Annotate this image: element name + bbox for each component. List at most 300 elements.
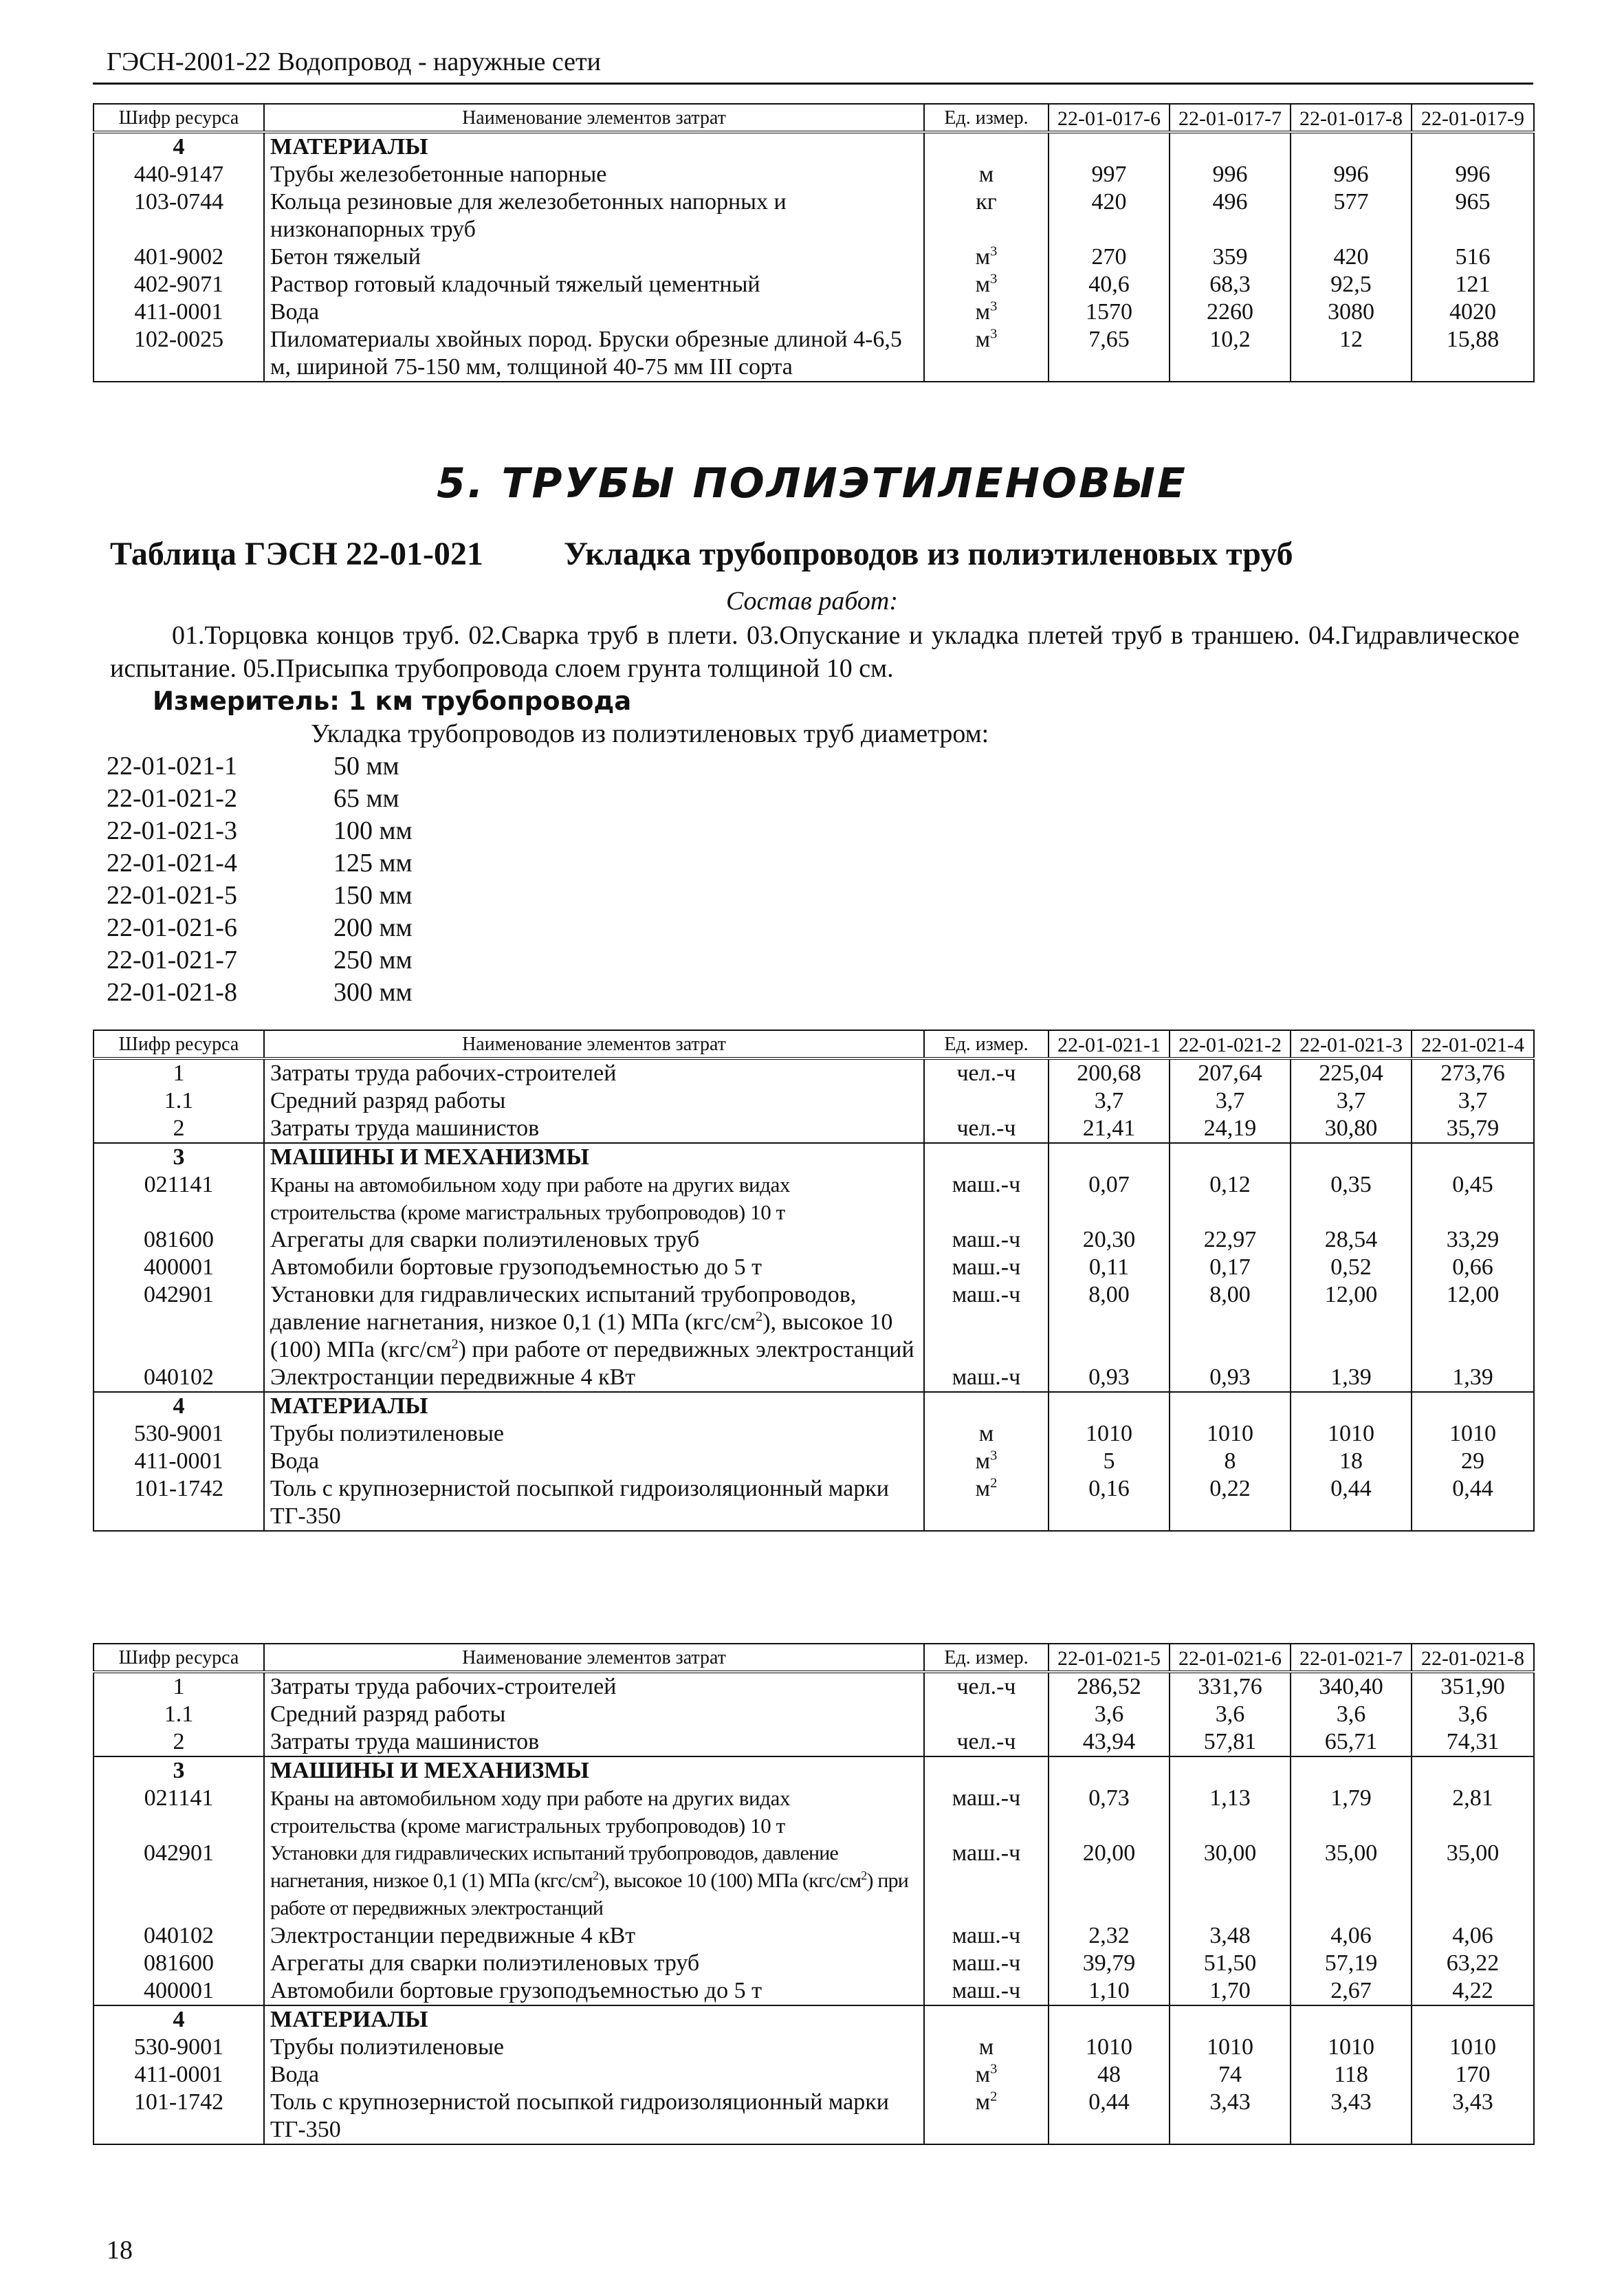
unit-of-measure: маш.-ч xyxy=(924,1171,1049,1226)
norm-value: 2260 xyxy=(1170,298,1291,326)
norm-value: 22,97 xyxy=(1170,1226,1291,1254)
norm-value: 0,93 xyxy=(1170,1364,1291,1392)
cost-element-name: Вода xyxy=(264,298,924,326)
resource-table-021-1-4 xyxy=(93,1030,1535,1532)
table-row xyxy=(94,1171,1534,1226)
resource-code: 4 xyxy=(94,132,264,161)
resource-code: 042901 xyxy=(94,1840,264,1922)
norm-value: 35,00 xyxy=(1412,1840,1534,1922)
table-row xyxy=(94,1448,1534,1475)
norm-value xyxy=(1170,132,1291,161)
norm-value: 43,94 xyxy=(1049,1728,1170,1756)
column-header-name: Наименование элементов затрат xyxy=(264,1644,924,1672)
norm-value: 28,54 xyxy=(1291,1226,1412,1254)
resource-code: 102-0025 xyxy=(94,326,264,382)
unit-of-measure: чел.-ч xyxy=(924,1115,1049,1143)
norm-value: 3,6 xyxy=(1049,1701,1170,1728)
norm-value: 420 xyxy=(1291,243,1412,271)
resource-code: 4 xyxy=(94,1392,264,1420)
norm-value: 1010 xyxy=(1049,1420,1170,1448)
norm-value: 10,2 xyxy=(1170,326,1291,382)
norm-value: 48 xyxy=(1049,2061,1170,2089)
norm-value: 4,06 xyxy=(1412,1922,1534,1950)
cost-element-name: Установки для гидравлических испытаний трубопроводов, давление нагнетания, низкое 0,1 (1) МПа $(кгс/см^2)$, высокое 10 (100) МПа $(кгс/см^2)$ при работе от передвижных электростанций xyxy=(264,1281,924,1364)
unit-of-measure: м xyxy=(924,2034,1049,2061)
norm-value: 12,00 xyxy=(1412,1281,1534,1364)
table-row xyxy=(94,271,1534,298)
diameter-code: 22-01-021-3 xyxy=(107,816,237,845)
resource-code: 400001 xyxy=(94,1977,264,2005)
cost-element-name: Средний разряд работы xyxy=(264,1701,924,1728)
norm-value: 3080 xyxy=(1291,298,1412,326)
norm-value: 12 xyxy=(1291,326,1412,382)
norm-value: 40,6 xyxy=(1049,271,1170,298)
table-row xyxy=(94,132,1534,161)
norm-value: 4,06 xyxy=(1291,1922,1412,1950)
norm-value: 0,12 xyxy=(1170,1171,1291,1226)
norm-value: 0,44 xyxy=(1412,1475,1534,1531)
table-row xyxy=(94,1672,1534,1701)
unit-of-measure: $м^3$ xyxy=(924,326,1049,382)
norm-value xyxy=(1291,1756,1412,1785)
section-title: 5. ТРУБЫ ПОЛИЭТИЛЕНОВЫЕ xyxy=(437,459,1187,508)
norm-value: 0,52 xyxy=(1291,1254,1412,1281)
column-header-norm-code: 22-01-017-9 xyxy=(1412,104,1534,132)
norm-value: 2,81 xyxy=(1412,1785,1534,1840)
cost-element-name: Пиломатериалы хвойных пород. Бруски обрезные длиной 4-6,5 м, шириной 75-150 мм, толщиной 40-75 мм III сорта xyxy=(264,326,924,382)
norm-value: 121 xyxy=(1412,271,1534,298)
unit-of-measure: $м^3$ xyxy=(924,243,1049,271)
norm-value: 29 xyxy=(1412,1448,1534,1475)
unit-of-measure xyxy=(924,1143,1049,1171)
cost-element-name: Вода xyxy=(264,1448,924,1475)
resource-code: 3 xyxy=(94,1756,264,1785)
cost-element-name: Бетон тяжелый xyxy=(264,243,924,271)
column-header-code: Шифр ресурса xyxy=(94,1644,264,1672)
diameter-code: 22-01-021-8 xyxy=(107,978,237,1007)
norm-value: 286,52 xyxy=(1049,1672,1170,1701)
norm-value: 3,43 xyxy=(1412,2089,1534,2144)
resource-code: 402-9071 xyxy=(94,271,264,298)
norm-value: 0,44 xyxy=(1291,1475,1412,1531)
diameter-code: 22-01-021-6 xyxy=(107,913,237,942)
table-row xyxy=(94,243,1534,271)
norm-value xyxy=(1049,1143,1170,1171)
resource-code: 411-0001 xyxy=(94,298,264,326)
norm-value: 3,48 xyxy=(1170,1922,1291,1950)
cost-element-name: Кольца резиновые для железобетонных напорных и низконапорных труб xyxy=(264,188,924,243)
cost-element-name: МАШИНЫ И МЕХАНИЗМЫ xyxy=(264,1143,924,1171)
unit-of-measure xyxy=(924,2005,1049,2034)
resource-code: 042901 xyxy=(94,1281,264,1364)
norm-value: 8,00 xyxy=(1049,1281,1170,1364)
norm-value: 965 xyxy=(1412,188,1534,243)
norm-value xyxy=(1291,1392,1412,1420)
norm-value: 359 xyxy=(1170,243,1291,271)
table-header-row xyxy=(94,1644,1534,1672)
norm-value: 8 xyxy=(1170,1448,1291,1475)
table-row xyxy=(94,1058,1534,1087)
column-header-norm-code: 22-01-021-3 xyxy=(1291,1030,1412,1058)
work-composition-text: 01.Торцовка концов труб. 02.Сварка труб в плети. 03.Опускание и укладка плетей труб в траншею. 04.Гидравлическое испытание. 05.Присыпка трубопровода слоем грунта толщиной 10 см. xyxy=(110,621,1519,683)
resource-code: 2 xyxy=(94,1728,264,1756)
unit-of-measure: $м^3$ xyxy=(924,271,1049,298)
cost-element-name: Толь с крупнозернистой посыпкой гидроизоляционный марки ТГ-350 xyxy=(264,1475,924,1531)
resource-code: 530-9001 xyxy=(94,2034,264,2061)
column-header-norm-code: 22-01-021-2 xyxy=(1170,1030,1291,1058)
norm-value: 420 xyxy=(1049,188,1170,243)
diameter-size: 50 мм xyxy=(333,752,399,781)
unit-of-measure: $м^2$ xyxy=(924,1475,1049,1531)
norm-value xyxy=(1412,132,1534,161)
norm-value: 51,50 xyxy=(1170,1950,1291,1977)
norm-value: 0,45 xyxy=(1412,1171,1534,1226)
column-header-norm-code: 22-01-017-7 xyxy=(1170,104,1291,132)
norm-value: 3,6 xyxy=(1170,1701,1291,1728)
norm-value: 74 xyxy=(1170,2061,1291,2089)
cost-element-name: МАШИНЫ И МЕХАНИЗМЫ xyxy=(264,1756,924,1785)
norm-value: 496 xyxy=(1170,188,1291,243)
diameter-code: 22-01-021-5 xyxy=(107,881,237,910)
unit-of-measure: маш.-ч xyxy=(924,1226,1049,1254)
norm-value: 2,32 xyxy=(1049,1922,1170,1950)
norm-value xyxy=(1170,1143,1291,1171)
norm-value: 57,81 xyxy=(1170,1728,1291,1756)
table-row xyxy=(94,1475,1534,1531)
cost-element-name: Автомобили бортовые грузоподъемностью до 5 т xyxy=(264,1254,924,1281)
cost-element-name: Толь с крупнозернистой посыпкой гидроизоляционный марки ТГ-350 xyxy=(264,2089,924,2144)
norm-value: 996 xyxy=(1291,161,1412,188)
norm-value xyxy=(1170,1756,1291,1785)
norm-value: 30,80 xyxy=(1291,1115,1412,1143)
norm-value xyxy=(1412,1143,1534,1171)
norm-value: 207,64 xyxy=(1170,1058,1291,1087)
table-row xyxy=(94,1087,1534,1115)
norm-value: 1010 xyxy=(1412,1420,1534,1448)
cost-element-name: Автомобили бортовые грузоподъемностью до 5 т xyxy=(264,1977,924,2005)
column-header-unit: Ед. измер. xyxy=(924,1644,1049,1672)
norm-value: 200,68 xyxy=(1049,1058,1170,1087)
table-row xyxy=(94,1115,1534,1143)
cost-element-name: Установки для гидравлических испытаний трубопроводов, давление нагнетания, низкое 0,1 (1) МПа $(кгс/см^2)$, высокое 10 (100) МПа $(кгс/см^2)$ при работе от передвижных электростанций xyxy=(264,1840,924,1922)
resource-code: 411-0001 xyxy=(94,2061,264,2089)
resource-code: 440-9147 xyxy=(94,161,264,188)
resource-code: 040102 xyxy=(94,1364,264,1392)
unit-of-measure: м xyxy=(924,161,1049,188)
table-row xyxy=(94,1392,1534,1420)
table-row xyxy=(94,326,1534,382)
norm-value: 1010 xyxy=(1170,1420,1291,1448)
column-header-norm-code: 22-01-017-6 xyxy=(1049,104,1170,132)
table-row xyxy=(94,1226,1534,1254)
column-header-norm-code: 22-01-021-5 xyxy=(1049,1644,1170,1672)
table-row xyxy=(94,1143,1534,1171)
norm-value: 3,43 xyxy=(1170,2089,1291,2144)
norm-value: 74,31 xyxy=(1412,1728,1534,1756)
resource-code: 401-9002 xyxy=(94,243,264,271)
cost-element-name: МАТЕРИАЛЫ xyxy=(264,2005,924,2034)
norm-value: 4020 xyxy=(1412,298,1534,326)
norm-value xyxy=(1170,1392,1291,1420)
norm-value: 2,67 xyxy=(1291,1977,1412,2005)
cost-element-name: Средний разряд работы xyxy=(264,1087,924,1115)
diameter-intro: Укладка трубопроводов из полиэтиленовых труб диаметром: xyxy=(311,719,989,748)
table-row xyxy=(94,1977,1534,2005)
unit-of-measure: кг xyxy=(924,188,1049,243)
norm-value: 12,00 xyxy=(1291,1281,1412,1364)
norm-value: 0,17 xyxy=(1170,1254,1291,1281)
table-row xyxy=(94,1756,1534,1785)
norm-value: 65,71 xyxy=(1291,1728,1412,1756)
column-header-norm-code: 22-01-021-8 xyxy=(1412,1644,1534,1672)
norm-value: 68,3 xyxy=(1170,271,1291,298)
cost-element-name: МАТЕРИАЛЫ xyxy=(264,132,924,161)
resource-table-017 xyxy=(93,103,1535,382)
norm-value: 24,19 xyxy=(1170,1115,1291,1143)
unit-of-measure: $м^2$ xyxy=(924,2089,1049,2144)
diameter-size: 200 мм xyxy=(333,913,413,942)
resource-table-021-5-8 xyxy=(93,1643,1535,2145)
resource-code: 1.1 xyxy=(94,1701,264,1728)
norm-value xyxy=(1291,1143,1412,1171)
norm-value: 0,93 xyxy=(1049,1364,1170,1392)
norm-value: 20,30 xyxy=(1049,1226,1170,1254)
resource-code: 101-1742 xyxy=(94,2089,264,2144)
page-number: 18 xyxy=(107,2236,133,2265)
table-row xyxy=(94,1281,1534,1364)
diameter-size: 250 мм xyxy=(333,946,413,975)
unit-of-measure xyxy=(924,1087,1049,1115)
table-row xyxy=(94,2005,1534,2034)
measurement-unit: Измеритель: 1 км трубопровода xyxy=(153,686,632,716)
unit-of-measure: чел.-ч xyxy=(924,1058,1049,1087)
cost-element-name: Затраты труда машинистов xyxy=(264,1728,924,1756)
resource-code: 101-1742 xyxy=(94,1475,264,1531)
resource-code: 1.1 xyxy=(94,1087,264,1115)
norm-value: 18 xyxy=(1291,1448,1412,1475)
table-number: Таблица ГЭСН 22-01-021 xyxy=(110,536,483,572)
norm-value: 0,07 xyxy=(1049,1171,1170,1226)
column-header-code: Шифр ресурса xyxy=(94,1030,264,1058)
column-header-norm-code: 22-01-021-4 xyxy=(1412,1030,1534,1058)
column-header-norm-code: 22-01-021-1 xyxy=(1049,1030,1170,1058)
table-row xyxy=(94,1785,1534,1840)
table-row xyxy=(94,2061,1534,2089)
norm-value: 3,6 xyxy=(1412,1701,1534,1728)
norm-value: 0,73 xyxy=(1049,1785,1170,1840)
table-row xyxy=(94,298,1534,326)
table-name: Укладка трубопроводов из полиэтиленовых труб xyxy=(564,536,1293,572)
norm-value: 170 xyxy=(1412,2061,1534,2089)
norm-value: 1,70 xyxy=(1170,1977,1291,2005)
norm-value: 3,7 xyxy=(1049,1087,1170,1115)
cost-element-name: Трубы железобетонные напорные xyxy=(264,161,924,188)
norm-value: 0,16 xyxy=(1049,1475,1170,1531)
cost-element-name: Раствор готовый кладочный тяжелый цементный xyxy=(264,271,924,298)
table-row xyxy=(94,161,1534,188)
norm-value: 1570 xyxy=(1049,298,1170,326)
norm-value: 92,5 xyxy=(1291,271,1412,298)
cost-element-name: Затраты труда рабочих-строителей xyxy=(264,1058,924,1087)
norm-value: 15,88 xyxy=(1412,326,1534,382)
norm-value: 1010 xyxy=(1170,2034,1291,2061)
norm-value: 0,66 xyxy=(1412,1254,1534,1281)
norm-value: 118 xyxy=(1291,2061,1412,2089)
cost-element-name: Трубы полиэтиленовые xyxy=(264,2034,924,2061)
unit-of-measure: $м^3$ xyxy=(924,1448,1049,1475)
diameter-size: 125 мм xyxy=(333,849,413,878)
norm-value: 1010 xyxy=(1291,2034,1412,2061)
table-row xyxy=(94,1364,1534,1392)
norm-value xyxy=(1049,2005,1170,2034)
norm-value: 1010 xyxy=(1291,1420,1412,1448)
unit-of-measure: маш.-ч xyxy=(924,1281,1049,1364)
table-header-row xyxy=(94,1030,1534,1058)
norm-value: 3,7 xyxy=(1291,1087,1412,1115)
column-header-norm-code: 22-01-017-8 xyxy=(1291,104,1412,132)
norm-value xyxy=(1291,2005,1412,2034)
norm-value: 997 xyxy=(1049,161,1170,188)
norm-value: 273,76 xyxy=(1412,1058,1534,1087)
unit-of-measure: маш.-ч xyxy=(924,1364,1049,1392)
unit-of-measure: $м^3$ xyxy=(924,298,1049,326)
norm-value xyxy=(1291,132,1412,161)
norm-value: 7,65 xyxy=(1049,326,1170,382)
norm-value: 331,76 xyxy=(1170,1672,1291,1701)
header-rule xyxy=(93,83,1533,85)
norm-value xyxy=(1049,132,1170,161)
column-header-code: Шифр ресурса xyxy=(94,104,264,132)
cost-element-name: Агрегаты для сварки полиэтиленовых труб xyxy=(264,1950,924,1977)
norm-value: 0,44 xyxy=(1049,2089,1170,2144)
cost-element-name: Затраты труда машинистов xyxy=(264,1115,924,1143)
norm-value: 30,00 xyxy=(1170,1840,1291,1922)
diameter-code: 22-01-021-2 xyxy=(107,784,237,813)
unit-of-measure: маш.-ч xyxy=(924,1254,1049,1281)
norm-value: 1,39 xyxy=(1291,1364,1412,1392)
norm-value: 3,7 xyxy=(1412,1087,1534,1115)
resource-code: 021141 xyxy=(94,1171,264,1226)
norm-value xyxy=(1412,2005,1534,2034)
unit-of-measure: $м^3$ xyxy=(924,2061,1049,2089)
column-header-norm-code: 22-01-021-6 xyxy=(1170,1644,1291,1672)
unit-of-measure: чел.-ч xyxy=(924,1728,1049,1756)
cost-element-name: Трубы полиэтиленовые xyxy=(264,1420,924,1448)
norm-value: 3,6 xyxy=(1291,1701,1412,1728)
norm-value: 4,22 xyxy=(1412,1977,1534,2005)
cost-element-name: Краны на автомобильном ходу при работе на других видах строительства (кроме магистральных трубопроводов) 10 т xyxy=(264,1785,924,1840)
norm-value xyxy=(1170,2005,1291,2034)
unit-of-measure: м xyxy=(924,1420,1049,1448)
table-row xyxy=(94,1701,1534,1728)
unit-of-measure: чел.-ч xyxy=(924,1672,1049,1701)
resource-code: 103-0744 xyxy=(94,188,264,243)
norm-value: 1010 xyxy=(1049,2034,1170,2061)
norm-value: 21,41 xyxy=(1049,1115,1170,1143)
table-row xyxy=(94,1254,1534,1281)
column-header-norm-code: 22-01-021-7 xyxy=(1291,1644,1412,1672)
resource-code: 081600 xyxy=(94,1950,264,1977)
diameter-size: 300 мм xyxy=(333,978,413,1007)
unit-of-measure xyxy=(924,1392,1049,1420)
unit-of-measure: маш.-ч xyxy=(924,1977,1049,2005)
norm-value: 516 xyxy=(1412,243,1534,271)
resource-code: 1 xyxy=(94,1058,264,1087)
table-title xyxy=(110,535,1293,573)
norm-value: 340,40 xyxy=(1291,1672,1412,1701)
norm-value: 1,10 xyxy=(1049,1977,1170,2005)
norm-value: 33,29 xyxy=(1412,1226,1534,1254)
norm-value: 270 xyxy=(1049,243,1170,271)
table-row xyxy=(94,2034,1534,2061)
resource-code: 021141 xyxy=(94,1785,264,1840)
norm-value: 351,90 xyxy=(1412,1672,1534,1701)
norm-value: 0,22 xyxy=(1170,1475,1291,1531)
norm-value: 0,35 xyxy=(1291,1171,1412,1226)
table-row xyxy=(94,1950,1534,1977)
unit-of-measure xyxy=(924,132,1049,161)
norm-value: 63,22 xyxy=(1412,1950,1534,1977)
diameter-code: 22-01-021-7 xyxy=(107,946,237,975)
norm-value: 577 xyxy=(1291,188,1412,243)
table-row xyxy=(94,2089,1534,2144)
diameter-size: 100 мм xyxy=(333,816,413,845)
norm-value: 35,00 xyxy=(1291,1840,1412,1922)
unit-of-measure: маш.-ч xyxy=(924,1922,1049,1950)
norm-value: 3,7 xyxy=(1170,1087,1291,1115)
norm-value: 35,79 xyxy=(1412,1115,1534,1143)
norm-value xyxy=(1412,1756,1534,1785)
resource-code: 400001 xyxy=(94,1254,264,1281)
norm-value: 1,79 xyxy=(1291,1785,1412,1840)
norm-value: 5 xyxy=(1049,1448,1170,1475)
norm-value: 3,43 xyxy=(1291,2089,1412,2144)
norm-value: 996 xyxy=(1412,161,1534,188)
norm-value: 1,39 xyxy=(1412,1364,1534,1392)
resource-code: 2 xyxy=(94,1115,264,1143)
norm-value xyxy=(1049,1392,1170,1420)
resource-code: 530-9001 xyxy=(94,1420,264,1448)
diameter-code: 22-01-021-4 xyxy=(107,849,237,878)
cost-element-name: МАТЕРИАЛЫ xyxy=(264,1392,924,1420)
norm-value xyxy=(1049,1756,1170,1785)
unit-of-measure xyxy=(924,1701,1049,1728)
norm-value: 225,04 xyxy=(1291,1058,1412,1087)
table-row xyxy=(94,1728,1534,1756)
unit-of-measure xyxy=(924,1756,1049,1785)
norm-value xyxy=(1412,1392,1534,1420)
resource-code: 4 xyxy=(94,2005,264,2034)
resource-code: 1 xyxy=(94,1672,264,1701)
cost-element-name: Краны на автомобильном ходу при работе на других видах строительства (кроме магистральных трубопроводов) 10 т xyxy=(264,1171,924,1226)
norm-value: 57,19 xyxy=(1291,1950,1412,1977)
diameter-size: 150 мм xyxy=(333,881,413,910)
table-row xyxy=(94,1922,1534,1950)
resource-code: 3 xyxy=(94,1143,264,1171)
running-header: ГЭСН-2001-22 Водопровод - наружные сети xyxy=(107,47,601,76)
cost-element-name: Электростанции передвижные 4 кВт xyxy=(264,1922,924,1950)
column-header-unit: Ед. измер. xyxy=(924,1030,1049,1058)
resource-code: 040102 xyxy=(94,1922,264,1950)
norm-value: 996 xyxy=(1170,161,1291,188)
resource-code: 081600 xyxy=(94,1226,264,1254)
column-header-name: Наименование элементов затрат xyxy=(264,1030,924,1058)
norm-value: 0,11 xyxy=(1049,1254,1170,1281)
column-header-name: Наименование элементов затрат xyxy=(264,104,924,132)
work-composition-heading: Состав работ: xyxy=(725,587,899,616)
diameter-size: 65 мм xyxy=(333,784,399,813)
table-row xyxy=(94,188,1534,243)
